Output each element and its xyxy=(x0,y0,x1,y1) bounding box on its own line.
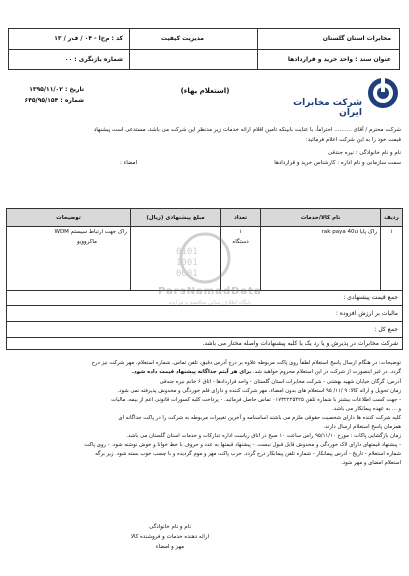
desc-line-2: ماکروویو xyxy=(77,239,97,245)
note-line-7: کلیه شرکت کننده ها دارای شخصیت حقوقی ملزم می باشند اساسنامه و آخرین تغییرات مربوطه به شرکت را در پاکت جداگانه ای xyxy=(118,415,401,421)
desc-line-1: راک جهت ارتباط سیستم WDM xyxy=(54,229,127,235)
telecom-logo-icon xyxy=(366,76,400,110)
archive-number: شماره بازنگری : ۰۰ xyxy=(64,56,123,63)
col-header-price: مبلغ پیشنهادی (ریال) xyxy=(131,209,221,227)
item-name: راک پایا rak paya 40u xyxy=(261,227,381,291)
notice-text: شرکت مخابرات در پذیرش و یا رد یک یا کلیه پیشنهادات واصله مختار می باشد. xyxy=(202,340,398,347)
col-header-row: ردیف xyxy=(381,209,403,227)
org-unit: سمت سازمانی و نام اداره : کارشناس خرید و قراردادها xyxy=(274,160,401,166)
note-line-2b: برای هر آیتم جداگانه پیشنهاد قیمت داده شود. xyxy=(131,369,252,375)
date-label: تاریخ : xyxy=(64,86,84,93)
unit-title: عنوان سند : واحد خرید و قراردادها xyxy=(287,56,391,63)
number-label: شماره : xyxy=(60,97,84,104)
total-label: جمع قیمت پیشنهادی : xyxy=(343,294,398,301)
watermark xyxy=(130,228,280,328)
doc-code: کد : م‌خ‌ا - ۰۴ / ف‌ر / ۱۳ xyxy=(54,35,123,42)
number-value: ۶۴۵/۹۵/۱۵۴ xyxy=(24,97,59,104)
note-line-11: شماره استعلام - تاریخ - آدرس پیمانکار - شماره تلفن پیمانکار درج گردد. حرب پاکت مهر و موم گردیده و با چسب خوب بسته شود. زیر برگه xyxy=(95,451,401,457)
page-title: (استعلام بهاء) xyxy=(180,87,230,95)
note-line-6: و ... به عهده پیمانکار می باشد. xyxy=(332,406,401,412)
intro-line-2: قیمت خود را به این شرکت اعلام فرمائید: xyxy=(305,137,401,143)
note-line-5: - جهت کسب اطلاعات بیشتر با شماره تلفن ۰۱۷۳۲۲۲۵۴۲۵ تماس حاصل فرمائید. - پرداخت کلیه کسورات قانونی اعم از بیمه، مالیات xyxy=(111,397,401,403)
footer-provider: ارائه دهنده خدمات و فروشنده کالا xyxy=(130,534,210,540)
company-name: مخابرات استان گلستان xyxy=(322,35,391,42)
date-field xyxy=(14,86,84,94)
col-header-qty: تعداد xyxy=(221,209,261,227)
grand-total-label: جمع کل : xyxy=(374,326,398,333)
col-header-desc: توضیحات xyxy=(7,209,131,227)
svg-text:1001: 1001 xyxy=(176,258,198,268)
watermark-logo-icon xyxy=(130,228,280,288)
qty-unit: دستگاه xyxy=(232,239,249,245)
note-line-2a: گردد. در غیر اینصورت از شرکت در این استعلام محروم خواهید شد. xyxy=(252,369,401,375)
number-field xyxy=(14,97,84,105)
intro-line-1: شرکت محترم / آقای .......... احتراماً، با عنایت بابینکه تامین اقلام ارائه خدمات زیر مدنظر این شرکت می باشد، مستدعی است پیشنهاد xyxy=(93,127,401,133)
watermark-name: ParsNamadData xyxy=(158,286,262,297)
item-desc xyxy=(7,227,131,291)
notice-row xyxy=(6,338,403,350)
note-line-12: استعلام امضای و مهر شود. xyxy=(341,460,401,466)
document-header xyxy=(8,28,400,70)
footer-stamp: مهر و امضاء xyxy=(155,544,185,550)
signature-label: امضاء : xyxy=(120,160,138,166)
note-line-4: زمان تحویل و ارائه کالا: ۹ /۱۱/ ۹۵ استعلام های بدون امضاء، مهر شرکت کننده و دارای قلم خوردگی و مخدوش پذیرفته نمی شود. xyxy=(117,388,401,394)
svg-text:0001: 0001 xyxy=(176,269,198,279)
note-line-9: زمان بازگشایی پاکات : مورخ ۹۵/۱۱/۱۰ راس ساعت ۱۰ صبح در اتاق ریاست اداره تدارکات و خدمات استان گلستان می باشد. xyxy=(126,433,401,439)
svg-text:0101: 0101 xyxy=(176,247,198,257)
note-line-10: - پیشنهاد قیمتهای دارای لاک خوردگی و مخدوش قابل قبول نیست. - پیشنهاد قیمتها به عدد و حروف با خط خوانا و خوش نوشته شود. - روی پاکت xyxy=(84,442,401,448)
note-line-8: همزمان پاسخ استعلام ارسال دارند. xyxy=(323,424,401,430)
qty-value: ۱ xyxy=(239,229,242,235)
watermark-sub: پایگاه اطلاع رسانی مناقصه و مزایده xyxy=(168,300,252,306)
note-line-2 xyxy=(8,368,401,376)
management-label: مدیریت کیفیت xyxy=(161,35,204,42)
note-line-1: توضیحات: در هنگام ارسال پاسخ استعلام لطفاً روی پاکت مربوطه علاوه بر درج آدرس دقیق، تلفن تماس، شماره استعلام، مهر شرکت نیز درج xyxy=(91,360,401,366)
note-line-3: آدرس: گرگان خیابان شهید بهشتی - شرکت مخابرات استان گلستان - واحد قراردادها - اتاق ۶ خانم نیره جندقی xyxy=(159,379,401,385)
footer-name: نام و نام خانوادگی xyxy=(149,524,191,530)
requester-name: نام و نام خانوادگی : نیره جندقی xyxy=(327,150,401,156)
col-header-item: نام کالا/خدمات xyxy=(261,209,381,227)
vat-label: مالیات بر ارزش افزوده : xyxy=(335,310,398,317)
row-number: ۱ xyxy=(381,227,403,291)
date-value: ۱۳۹۵/۱۱/۰۲ xyxy=(29,86,63,93)
logo-text: شرکت مخابرات ایران xyxy=(293,98,362,118)
